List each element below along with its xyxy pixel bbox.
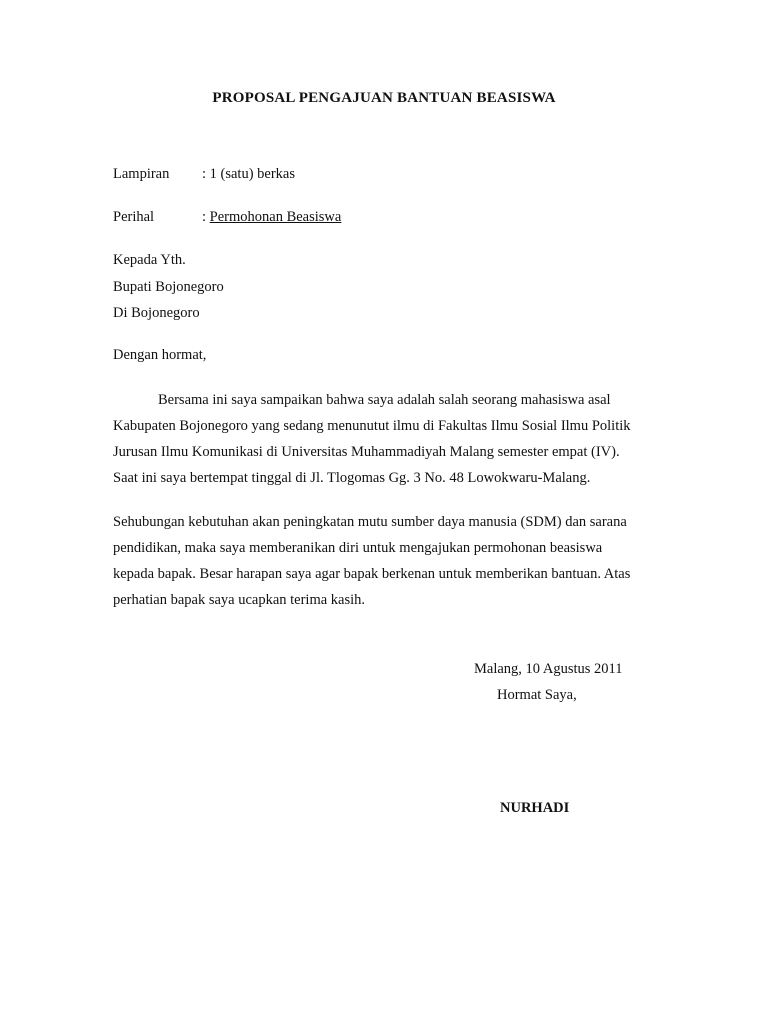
document-title: PROPOSAL PENGAJUAN BANTUAN BEASISWA bbox=[212, 90, 556, 106]
paragraph2-line-4: perhatian bapak saya ucapkan terima kasih. bbox=[113, 592, 366, 608]
place-date: Malang, 10 Agustus 2011 bbox=[474, 661, 623, 677]
lampiran-label: Lampiran bbox=[113, 166, 170, 182]
paragraph2-line-2: pendidikan, maka saya memberanikan diri untuk mengajukan permohonan beasiswa bbox=[113, 540, 603, 556]
paragraph1-line-2: Kabupaten Bojonegoro yang sedang menunutut ilmu di Fakultas Ilmu Sosial Ilmu Politik bbox=[113, 418, 631, 434]
perihal-value-row bbox=[202, 209, 341, 226]
paragraph2-line-3: kepada bapak. Besar harapan saya agar bapak berkenan untuk memberikan bantuan. Atas bbox=[113, 566, 631, 582]
closing: Hormat Saya, bbox=[497, 687, 577, 703]
perihal-label: Perihal bbox=[113, 209, 155, 225]
paragraph1-line-1: Bersama ini saya sampaikan bahwa saya adalah salah seorang mahasiswa asal bbox=[158, 392, 611, 408]
recipient-line-2: Bupati Bojonegoro bbox=[113, 279, 224, 295]
lampiran-value: : 1 (satu) berkas bbox=[202, 166, 296, 182]
perihal-value: Permohonan Beasiswa bbox=[209, 209, 342, 225]
paragraph2-line-1: Sehubungan kebutuhan akan peningkatan mutu sumber daya manusia (SDM) dan sarana bbox=[113, 514, 627, 530]
signer-name: NURHADI bbox=[500, 800, 570, 816]
recipient-line-3: Di Bojonegoro bbox=[113, 305, 200, 321]
recipient-line-1: Kepada Yth. bbox=[113, 252, 186, 268]
paragraph1-line-4: Saat ini saya bertempat tinggal di Jl. Tlogomas Gg. 3 No. 48 Lowokwaru-Malang. bbox=[113, 470, 591, 486]
greeting: Dengan hormat, bbox=[113, 347, 207, 363]
paragraph1-line-3: Jurusan Ilmu Komunikasi di Universitas Muhammadiyah Malang semester empat (IV). bbox=[113, 444, 620, 460]
perihal-separator: : bbox=[202, 209, 210, 225]
